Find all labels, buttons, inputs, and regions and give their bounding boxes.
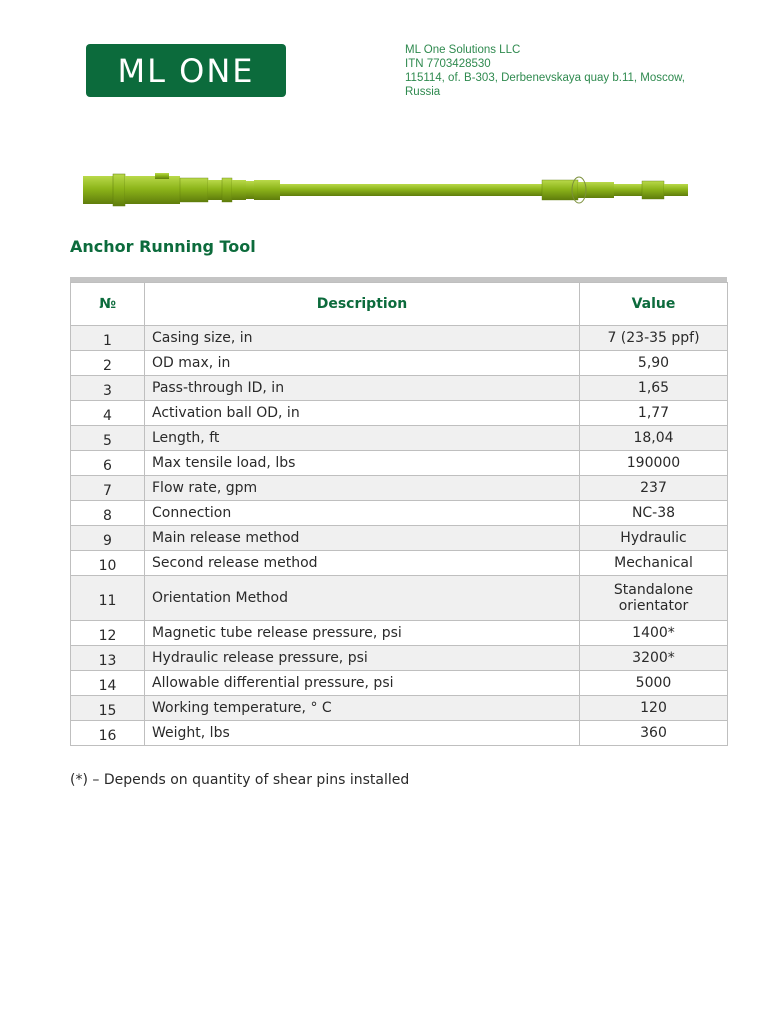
table-row — [71, 351, 728, 376]
table-row — [71, 401, 728, 426]
row-value: 120 — [580, 696, 728, 721]
row-value: 360 — [580, 721, 728, 746]
row-description: Working temperature, ° C — [145, 696, 580, 721]
table-row — [71, 526, 728, 551]
row-number: 10 — [71, 551, 145, 576]
row-number: 12 — [71, 621, 145, 646]
row-value: Hydraulic — [580, 526, 728, 551]
row-number: 15 — [71, 696, 145, 721]
row-value: 5,90 — [580, 351, 728, 376]
table-row — [71, 671, 728, 696]
table-row — [71, 376, 728, 401]
row-value: 1,77 — [580, 401, 728, 426]
company-address: 115114, of. B-303, Derbenevskaya quay b.11, Moscow, — [405, 72, 686, 84]
row-value: 190000 — [580, 451, 728, 476]
row-description: Allowable differential pressure, psi — [145, 671, 580, 696]
row-value: 5000 — [580, 671, 728, 696]
specs-table-container — [70, 277, 727, 746]
table-row — [71, 576, 728, 621]
row-description: Pass-through ID, in — [145, 376, 580, 401]
row-number: 13 — [71, 646, 145, 671]
row-value: Standalone orientator — [580, 576, 728, 621]
footnote: (*) – Depends on quantity of shear pins installed — [70, 772, 410, 788]
row-number: 4 — [71, 401, 145, 426]
table-row — [71, 696, 728, 721]
row-description: Activation ball OD, in — [145, 401, 580, 426]
company-country: Russia — [405, 86, 441, 98]
row-number: 6 — [71, 451, 145, 476]
row-number: 7 — [71, 476, 145, 501]
row-value: 3200* — [580, 646, 728, 671]
table-row — [71, 326, 728, 351]
table-row — [71, 721, 728, 746]
table-row — [71, 426, 728, 451]
company-name: ML One Solutions LLC — [405, 44, 521, 56]
row-value: Mechanical — [580, 551, 728, 576]
row-description: Magnetic tube release pressure, psi — [145, 621, 580, 646]
table-row — [71, 551, 728, 576]
row-value: 237 — [580, 476, 728, 501]
row-value: 18,04 — [580, 426, 728, 451]
row-description: Second release method — [145, 551, 580, 576]
table-row — [71, 451, 728, 476]
row-number: 1 — [71, 326, 145, 351]
row-description: Max tensile load, lbs — [145, 451, 580, 476]
table-row — [71, 501, 728, 526]
row-description: Casing size, in — [145, 326, 580, 351]
row-number: 9 — [71, 526, 145, 551]
row-description: Orientation Method — [145, 576, 580, 621]
table-row — [71, 476, 728, 501]
header-description: Description — [145, 283, 580, 326]
row-description: Flow rate, gpm — [145, 476, 580, 501]
logo-text: ML ONE — [117, 51, 255, 90]
row-value: 1400* — [580, 621, 728, 646]
row-description: OD max, in — [145, 351, 580, 376]
row-number: 11 — [71, 576, 145, 621]
table-row — [71, 621, 728, 646]
row-number: 8 — [71, 501, 145, 526]
row-description: Length, ft — [145, 426, 580, 451]
row-number: 2 — [71, 351, 145, 376]
row-number: 5 — [71, 426, 145, 451]
row-description: Weight, lbs — [145, 721, 580, 746]
header-number: № — [71, 283, 145, 326]
specs-table — [70, 282, 728, 746]
row-number: 14 — [71, 671, 145, 696]
row-description: Main release method — [145, 526, 580, 551]
table-row — [71, 646, 728, 671]
company-itn: ITN 7703428530 — [405, 58, 491, 70]
header-value: Value — [580, 283, 728, 326]
row-number: 16 — [71, 721, 145, 746]
row-description: Connection — [145, 501, 580, 526]
page-title: Anchor Running Tool — [70, 237, 256, 256]
row-value: 7 (23-35 ppf) — [580, 326, 728, 351]
table-header-row — [71, 283, 728, 326]
row-value: NC-38 — [580, 501, 728, 526]
company-logo — [86, 44, 286, 97]
row-description: Hydraulic release pressure, psi — [145, 646, 580, 671]
row-number: 3 — [71, 376, 145, 401]
row-value: 1,65 — [580, 376, 728, 401]
company-info — [405, 43, 705, 99]
anchor-running-tool-illustration — [80, 168, 690, 210]
